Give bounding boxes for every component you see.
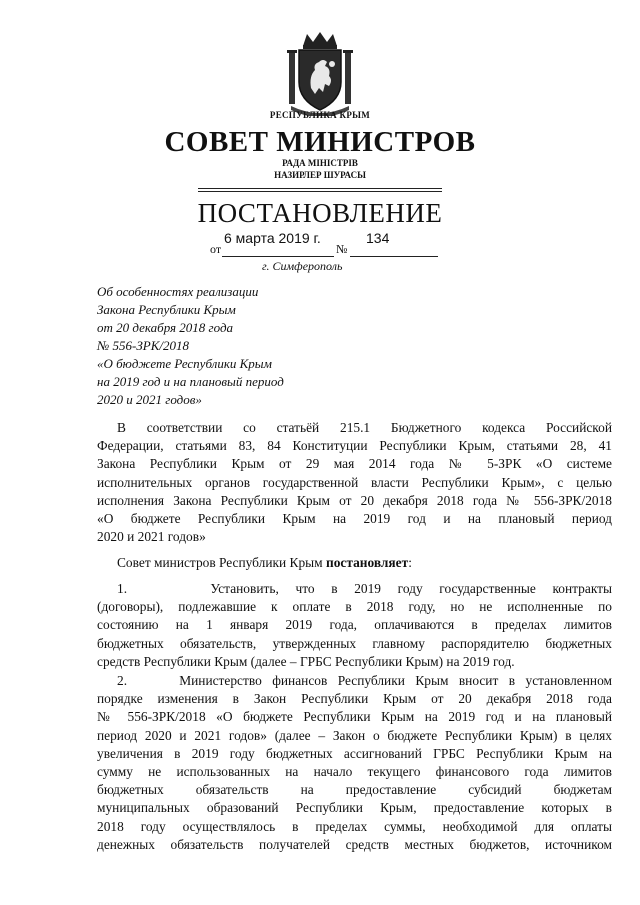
decision-line [97, 554, 632, 572]
body-line: 2020 и 2021 годов» [97, 529, 206, 545]
body-line: средств Республики Крым (далее – ГРБС Республики Крым) на 2019 год. [97, 653, 515, 669]
header-divider [198, 188, 442, 189]
decision-keyword: постановляет [325, 555, 409, 570]
body-line: сумму не использованных на начало текущего финансового года лимитов [97, 764, 612, 780]
decision-suffix: : [408, 555, 412, 570]
date-label: от [210, 242, 222, 256]
council-title: СОВЕТ МИНИСТРОВ [164, 126, 476, 158]
subject-line: № 556-ЗРК/2018 [97, 338, 189, 353]
body-line: бюджетных обязательств на предоставление субсидий бюджетам [97, 782, 612, 798]
document-city: г. Симферополь [262, 259, 343, 273]
number-underline [350, 256, 438, 257]
body-line: 1. Установить, что в 2019 году государственные контракты [117, 581, 612, 596]
body-line: 2018 году осуществлялось в пределах суммы, необходимой для оплаты [97, 818, 612, 834]
body-line: исполнительных органов государственной власти Республики Крым», с целью [97, 474, 612, 490]
header-divider [198, 191, 442, 192]
body-line: муниципальных образований Республики Крым, предоставление которых в [97, 800, 612, 816]
preamble-paragraph [97, 419, 612, 546]
body-line: бюджетных обязательств, утвержденных главному распорядителю бюджетных [97, 635, 612, 651]
date-underline [222, 256, 334, 257]
council-title-ukrainian: РАДА МІНІСТРІВ [282, 158, 358, 168]
body-line: денежных обязательств получателей средств местных бюджетов, источником [97, 836, 612, 852]
republic-name: РЕСПУБЛИКА КРЫМ [269, 110, 371, 120]
body-line: Закона Республики Крым от 29 мая 2014 года № 5-ЗРК «О системе [97, 456, 612, 472]
body-line: «О бюджете Республики Крым на 2019 год и на плановый период [97, 511, 612, 527]
coat-of-arms-emblem [285, 30, 355, 116]
council-title-crimean-tatar: НАЗИРЛЕР ШУРАСЫ [274, 170, 366, 180]
body-line: исполнения Закона Республики Крым от 20 декабря 2018 года № 556-ЗРК/2018 [97, 492, 612, 508]
body-line: увеличения в 2019 году бюджетных ассигнований ГРБС Республики Крым на [97, 745, 612, 761]
subject-line: Закона Республики Крым [97, 302, 236, 317]
item-2-paragraph [97, 672, 612, 854]
body-line: порядке изменения в Закон Республики Крым от 20 декабря 2018 года [97, 691, 612, 707]
document-number: 134 [366, 230, 390, 246]
body-line: В соответствии со статьёй 215.1 Бюджетного кодекса Российской [117, 420, 612, 435]
document-type: ПОСТАНОВЛЕНИЕ [197, 198, 443, 228]
body-line: № 556-ЗРК/2018 «О бюджете Республики Крым на 2019 год и на плановый [97, 709, 612, 725]
body-line: Федерации, статьями 83, 84 Конституции Республики Крым, статьями 28, 41 [97, 438, 612, 454]
decision-prefix: Совет министров Республики Крым [117, 555, 326, 570]
body-line: (договоры), подлежавшие к оплате в 2018 году, но не исполненные по [97, 599, 612, 615]
subject-line: на 2019 год и на плановый период [97, 374, 284, 389]
body-line: 2. Министерство финансов Республики Крым вносит в установленном [117, 673, 612, 688]
subject-line: от 20 декабря 2018 года [97, 320, 234, 335]
subject-line: Об особенностях реализации [97, 284, 259, 299]
body-line: период 2020 и 2021 годов» (далее – Закон о бюджете Республики Крым) в целях [97, 727, 612, 743]
document-subject [97, 283, 284, 409]
document-date: 6 марта 2019 г. [224, 230, 321, 246]
subject-line: «О бюджете Республики Крым [97, 356, 272, 371]
item-1-paragraph [97, 580, 612, 671]
number-label: № [336, 242, 348, 256]
subject-line: 2020 и 2021 годов» [97, 392, 202, 407]
body-line: состоянию на 1 января 2019 года, оплачиваются в пределах лимитов [97, 617, 612, 633]
